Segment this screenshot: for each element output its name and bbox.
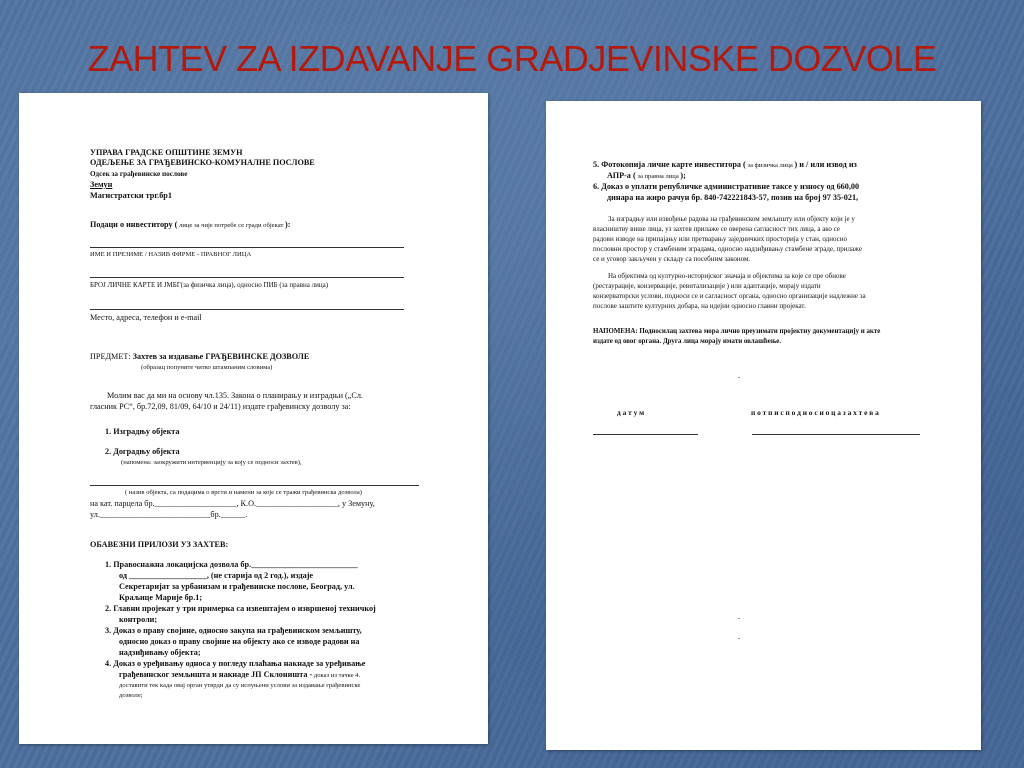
signature-label: п о т п и с п о д н о с и о ц а з а х т е в а (751, 408, 879, 417)
ownership-text-3: радови изводе на припајању или претварању заједничких просторија у стан, односно (593, 235, 847, 243)
attachment-6-line-1: 6. Доказ о уплати републичке административне таксе у износу од 660,00 (593, 182, 860, 191)
attachment-1-line-1: 1. Правоснажна локацијска дозвола бр.__________________________ (105, 560, 358, 569)
attachment-2-line-2: контроли; (119, 615, 158, 624)
ownership-text-4: пословни простор у стамбеним зградама, односно надзиђивању стамбене зграде, прилаже (593, 245, 862, 253)
office-address: Магистратски трг.бр1 (90, 191, 172, 200)
ownership-text-5: се и уговор закључен у складу са посебним законом. (593, 255, 751, 263)
signature-line (752, 434, 920, 435)
attachment-1-line-3: Секретаријат за урбанизам и грађевинске послове, Београд, ул. (119, 582, 355, 591)
attachment-1-line-2: од ___________________, (не старија од 2 год.), издаје (119, 571, 314, 580)
ownership-text-2: власништву више лица, уз захтев прилаже се оверена сагласност тих лица, а ако се (593, 225, 840, 233)
attachment-4-line-2: грађевинског земљишта и накнаде ЈП Склоништа - доказ из тачке 4. (119, 670, 361, 679)
object-note: ( назив објекта, са подацима о врсти и намени за које се тражи грађевинска дозвола) (125, 489, 362, 496)
request-text-1: Молим вас да ми на основу чл.135. Закона о планирању и изградњи („Сл. (107, 391, 363, 400)
heritage-text-4: послове заштите културних добара, на идејни односно главни пројекат. (593, 302, 806, 310)
department-name: ОДЕЉЕЊЕ ЗА ГРАЂЕВИНСКО-КОМУНАЛНЕ ПОСЛОВЕ (90, 158, 315, 167)
investor-data-label: Подаци о инвеститору ( лице за чије потребе се гради објекат ): (90, 220, 291, 229)
attachment-3-line-1: 3. Доказ о праву својине, односно закупа на грађевинском земљишту, (105, 626, 362, 635)
request-text-2: гласник РС“, бр.72,09, 81/09, 64/10 и 24/11) издате грађевинску дозволу за: (90, 402, 351, 411)
ownership-text-1: За изградњу или извођење радова на грађевинском земљишту или објекту који је у (608, 215, 855, 223)
subject-note: (образац попуните читко штампаним словима) (141, 364, 273, 371)
field-label-contact: Место, адреса, телефон и e-mail (90, 313, 202, 322)
scan-speck (738, 638, 740, 639)
note-line-2: издате од овог органа. Друга лица морају имати овлашћење. (593, 338, 782, 345)
field-line-name (90, 247, 404, 248)
section-name: Одсек за грађевинске послове (90, 170, 188, 178)
field-line-contact (90, 309, 404, 310)
attachment-6-line-2: динара на жиро рачун бр. 840-742221843-57, позив на број 97 35-021, (607, 193, 859, 202)
date-label: д а т у м (617, 408, 645, 417)
attachment-5-line-2: АПР-а ( за правна лица ); (607, 171, 686, 180)
heritage-text-1: На објектима од културно-историјског значаја и објектима за које се пре обнове (608, 272, 846, 280)
attachment-4-line-3: достaвити тек када овај орган утврди да су испуњени услови за издавање грађевинске (119, 682, 361, 689)
attachment-1-line-4: Краљице Марије бр.1; (119, 593, 203, 602)
form-page-1 (19, 93, 488, 744)
attachment-5-line-1: 5. Фотокопија личне карте инвеститора ( за физичка лица ) и / или извод из (593, 160, 857, 169)
city-name: Земун (90, 180, 113, 189)
field-line-id (90, 277, 404, 278)
heritage-text-2: (рестаурације, конзервације, ревитализације ) или адаптације, морају издати (593, 282, 821, 290)
option-note: (напомена: заокружити интервенцију за коју се подноси захтев), (121, 459, 302, 466)
object-line (90, 485, 419, 486)
attachment-3-line-3: надзиђивању објекта; (119, 648, 201, 657)
attachment-4-line-4: дозволе; (119, 692, 143, 699)
attachments-title: ОБАВЕЗНИ ПРИЛОЗИ УЗ ЗАХТЕВ: (90, 540, 229, 549)
attachment-3-line-2: односно доказ о праву својине на објекту ако се изводе радови на (119, 637, 360, 646)
date-line (593, 434, 698, 435)
scan-speck (738, 618, 740, 619)
option-construction: 1. Изградњу објекта (105, 427, 180, 436)
form-page-2 (546, 101, 981, 750)
field-label-id: БРОЈ ЛИЧНЕ КАРТЕ И ЈМБГ(за физичка лица), односно ПИБ (за правна лица) (90, 281, 329, 289)
scan-speck (738, 377, 740, 378)
attachment-4-line-1: 4. Доказ о уређивању односа у погледу плаћања накнаде за уређивање (105, 659, 366, 668)
parcel-line-2: ул.___________________________бр.______. (90, 510, 248, 519)
parcel-line-1: на кат. парцела бр.____________________, К.О.____________________, у Земуну, (90, 499, 375, 508)
office-name: УПРАВА ГРАДСКЕ ОПШТИНЕ ЗЕМУН (90, 148, 243, 157)
field-label-name: ИМЕ И ПРЕЗИМЕ / НАЗИВ ФИРМЕ - ПРАВНОГ ЛИЦА (90, 251, 252, 258)
heritage-text-3: конзерваторски услови, подноси се и сагласност органа, односно организације надлежне за (593, 292, 866, 300)
slide-title: ZAHTEV ZA IZDAVANJE GRADJEVINSKE DOZVOLE (87, 38, 937, 79)
note-line-1: НАПОМЕНА: Подносилац захтева мора лично преузимати пројектну документацију и акте (593, 328, 881, 335)
attachment-2-line-1: 2. Главни пројекат у три примерка са извештајем о извршеној техничкој (105, 604, 376, 613)
subject-line: ПРЕДМЕТ: Захтев за издавање ГРАЂЕВИНСКЕ ДОЗВОЛЕ (90, 352, 310, 361)
option-extension: 2. Доградњу објекта (105, 447, 180, 456)
